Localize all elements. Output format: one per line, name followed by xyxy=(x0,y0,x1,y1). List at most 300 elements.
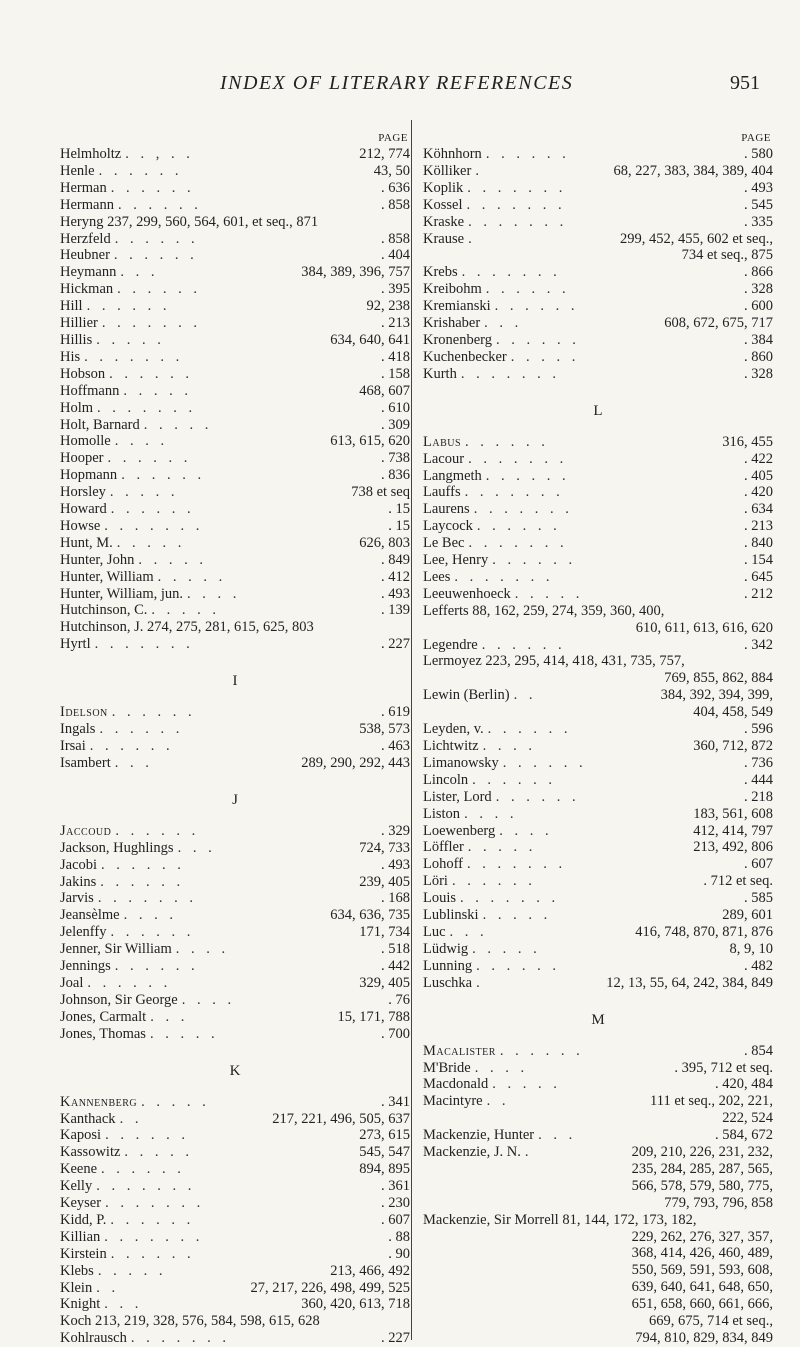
leader-dots: . . . . . . xyxy=(481,636,566,653)
entry-name: Kohlrausch xyxy=(60,1330,127,1347)
index-entry xyxy=(60,907,410,924)
index-entry xyxy=(60,823,410,840)
entry-continuation: 235, 284, 285, 287, 565, xyxy=(631,1160,773,1177)
entry-name: Klebs xyxy=(60,1262,94,1279)
entry-pages: . 442 xyxy=(381,958,410,975)
index-entry xyxy=(60,518,410,535)
entry-pages: 92, 238 xyxy=(366,298,410,315)
index-entry xyxy=(60,840,410,857)
entry-continuation: 566, 578, 579, 580, 775, xyxy=(631,1177,773,1194)
index-entry xyxy=(60,1263,410,1280)
leader-dots: . . . . xyxy=(474,1059,529,1076)
entry-name: Killian xyxy=(60,1228,101,1245)
entry-name: Holm xyxy=(60,399,94,416)
index-entry xyxy=(423,806,773,823)
entry-name: Krebs xyxy=(423,264,458,281)
index-entry xyxy=(60,1229,410,1246)
index-entry xyxy=(423,518,773,535)
index-entry xyxy=(423,264,773,281)
entry-pages: 384, 392, 394, 399, xyxy=(660,687,773,704)
entry-continuation: 610, 611, 613, 616, 620 xyxy=(635,619,773,636)
entry-pages: . 610 xyxy=(381,399,410,416)
leader-dots: . . , . . xyxy=(125,146,194,162)
entry-name: Hermann xyxy=(60,196,114,213)
index-entry xyxy=(60,586,410,603)
leader-dots: . . . . . xyxy=(510,348,580,365)
leader-dots: . . . . . xyxy=(96,331,165,348)
entry-pages: . 858 xyxy=(381,230,410,247)
entry-name: Hooper xyxy=(60,450,104,467)
entry-pages: . 545 xyxy=(744,196,773,213)
section-letter: M xyxy=(591,1011,605,1028)
index-entry xyxy=(60,738,410,755)
leader-dots: . . . . . . xyxy=(117,196,202,213)
leader-dots: . . . . . xyxy=(492,1076,561,1093)
entry-pages: . 420, 484 xyxy=(715,1076,773,1093)
entry-pages: 634, 640, 641 xyxy=(330,331,410,348)
leader-dots: . . . . . xyxy=(472,940,541,957)
entry-pages: . 15 xyxy=(388,517,410,534)
leader-dots: . . . . . . . xyxy=(94,636,194,653)
entry-pages: 213, 466, 492 xyxy=(330,1262,410,1279)
index-entry xyxy=(423,1043,773,1060)
entry-pages: . 230 xyxy=(381,1195,410,1212)
index-entry xyxy=(423,755,773,772)
left-sections xyxy=(60,146,410,1347)
index-entry xyxy=(60,467,410,484)
entry-pages: 360, 420, 613, 718 xyxy=(301,1296,410,1313)
index-entry xyxy=(60,180,410,197)
entry-name: Johnson, Sir George xyxy=(60,991,178,1008)
page-header xyxy=(0,72,800,112)
entry-name: Labus xyxy=(423,433,462,450)
index-entry xyxy=(423,1093,773,1110)
index-entry xyxy=(60,755,410,772)
index-entry xyxy=(423,603,773,620)
index-entry xyxy=(423,552,773,569)
entry-continuation: 404, 458, 549 xyxy=(693,704,773,721)
leader-dots: . . . . . . xyxy=(485,467,570,484)
leader-dots: . . . . . . . xyxy=(467,856,567,873)
index-entry xyxy=(60,857,410,874)
entry-name: Mackenzie, J. N. xyxy=(423,1144,521,1161)
leader-dots: . . xyxy=(513,687,537,704)
entry-name: Kassowitz xyxy=(60,1144,121,1161)
index-entry xyxy=(60,484,410,501)
entry-pages: . 218 xyxy=(744,788,773,805)
leader-dots: . . . . . . xyxy=(87,974,172,991)
entry-pages: 738 et seq xyxy=(351,484,410,501)
index-entry xyxy=(423,738,773,755)
section-letter: J xyxy=(232,791,238,808)
left-column xyxy=(60,132,410,1347)
entry-pages: . 213 xyxy=(744,518,773,535)
entry-continuation: 222, 524 xyxy=(722,1110,773,1127)
entry-name: His xyxy=(60,348,81,365)
entry-pages: 12, 13, 55, 64, 242, 384, 849 xyxy=(606,974,773,991)
right-column xyxy=(423,132,773,1347)
entry-pages: . 227 xyxy=(381,1330,410,1347)
leader-dots: . . . . . . xyxy=(110,501,195,518)
entry-name: Löri xyxy=(423,873,448,890)
entry-continuation: 229, 262, 276, 327, 357, xyxy=(631,1228,773,1245)
entry-pages: . 15 xyxy=(388,501,410,518)
entry-pages: . 866 xyxy=(744,264,773,281)
entry-name: Jaccoud xyxy=(60,822,112,839)
leader-dots: . . . xyxy=(150,1008,189,1025)
entry-pages: 894, 895 xyxy=(359,1161,410,1178)
entry-pages: 416, 748, 870, 871, 876 xyxy=(635,923,773,940)
leader-dots: . . . . . . xyxy=(86,298,171,315)
entry-pages: . 139 xyxy=(381,602,410,619)
entry-name: Lermoyez 223, 295, 414, 418, 431, 735, 757, xyxy=(423,653,685,670)
entry-pages: 360, 712, 872 xyxy=(693,738,773,754)
entry-name: Laurens xyxy=(423,501,470,518)
leader-dots: . . . . . . xyxy=(496,331,580,348)
entry-continuation: 734 et seq., 875 xyxy=(681,247,773,264)
leader-dots: . . . . . . xyxy=(485,281,570,298)
entry-name: Luc xyxy=(423,923,446,940)
index-entry xyxy=(423,281,773,298)
column-header: PAGE xyxy=(378,132,408,144)
index-entry xyxy=(60,298,410,315)
entry-name: Howse xyxy=(60,517,101,534)
entry-pages: . 482 xyxy=(744,957,773,974)
entry-name: Hobson xyxy=(60,365,106,382)
entry-pages: . 858 xyxy=(381,196,410,213)
leader-dots: . . . . . . xyxy=(499,1042,584,1059)
leader-dots: . . . . . . . xyxy=(96,1178,196,1195)
index-entry xyxy=(60,890,410,907)
entry-name: Laycock xyxy=(423,518,473,535)
leader-dots: . . . . . . xyxy=(110,924,195,941)
entry-pages: . 154 xyxy=(744,552,773,569)
entry-name: Hutchinson, C. xyxy=(60,602,148,619)
entry-pages: . 76 xyxy=(388,991,410,1008)
leader-dots: . . . . . . xyxy=(465,433,549,450)
entry-name: Idelson xyxy=(60,704,108,721)
index-entry xyxy=(423,637,773,654)
entry-pages: 239, 405 xyxy=(359,873,410,890)
entry-pages: 217, 221, 496, 505, 637 xyxy=(272,1110,410,1127)
entry-pages: . 422 xyxy=(744,450,773,467)
entry-name: Langmeth xyxy=(423,467,482,484)
leader-dots: . . xyxy=(486,1093,510,1110)
entry-name: Kanthack xyxy=(60,1110,116,1127)
entry-pages: 634, 636, 735 xyxy=(330,907,410,924)
leader-dots: . . . . xyxy=(482,738,536,754)
index-entry xyxy=(423,839,773,856)
index-entry xyxy=(423,332,773,349)
entry-pages: . 335 xyxy=(744,213,773,230)
entry-pages: . 854 xyxy=(744,1042,773,1059)
entry-name: Lincoln xyxy=(423,771,469,788)
index-entry xyxy=(60,1246,410,1263)
entry-pages: . 596 xyxy=(744,721,773,738)
index-entry xyxy=(60,636,410,653)
index-entry xyxy=(60,197,410,214)
entry-name: Lauffs xyxy=(423,484,461,501)
section-letter: K xyxy=(229,1062,241,1079)
entry-pages: . 463 xyxy=(381,738,410,754)
entry-name: Jacobi xyxy=(60,856,98,873)
entry-name: Homolle xyxy=(60,433,111,450)
leader-dots: . . . . . . . xyxy=(105,1195,205,1212)
entry-name: Koplik xyxy=(423,179,464,196)
leader-dots: . xyxy=(468,230,476,247)
index-entry xyxy=(60,264,410,281)
entry-pages: 316, 455 xyxy=(722,433,773,450)
leader-dots: . . . . . . xyxy=(105,1127,189,1144)
entry-pages: . 840 xyxy=(744,535,773,552)
entry-pages: . 738 xyxy=(381,450,410,467)
entry-pages: 213, 492, 806 xyxy=(693,839,773,856)
entry-pages: . 700 xyxy=(381,1025,410,1042)
entry-name: Lunning xyxy=(423,957,473,974)
entry-name: Joal xyxy=(60,974,84,991)
leader-dots: . . . . . . xyxy=(113,247,198,264)
entry-name: Hyrtl xyxy=(60,636,91,653)
index-entry xyxy=(60,214,410,231)
leader-dots: . . . . . xyxy=(124,1144,194,1161)
entry-name: Hunter, John xyxy=(60,551,135,568)
entry-pages: . 420 xyxy=(744,484,773,501)
column-header: PAGE xyxy=(741,132,771,144)
index-entry xyxy=(60,1296,410,1313)
index-entry xyxy=(423,535,773,552)
index-entry xyxy=(423,721,773,738)
entry-pages: . 361 xyxy=(381,1178,410,1195)
entry-name: Herzfeld xyxy=(60,230,111,247)
leader-dots: . . . . . . . xyxy=(97,890,197,907)
index-entry xyxy=(423,958,773,975)
entry-name: Kirstein xyxy=(60,1245,107,1262)
entry-pages: 68, 227, 383, 384, 389, 404 xyxy=(613,162,773,179)
entry-name: Leyden, v. xyxy=(423,721,484,738)
leader-dots: . . . . . . xyxy=(110,1245,195,1262)
entry-pages: . 227 xyxy=(381,636,410,653)
entry-name: Heubner xyxy=(60,247,110,264)
index-entry xyxy=(423,823,773,840)
leader-dots: . . . . . . . xyxy=(467,179,567,196)
entry-pages: 289, 601 xyxy=(722,907,773,924)
leader-dots: . . . . . . xyxy=(492,552,577,569)
leader-dots: . . . . xyxy=(464,805,518,822)
entry-name: Leeuwenhoeck xyxy=(423,585,511,602)
leader-dots: . . . . . . . xyxy=(101,315,201,332)
index-entry xyxy=(423,484,773,501)
index-entry xyxy=(423,924,773,941)
entry-name: Kossel xyxy=(423,196,463,213)
entry-pages: . 212 xyxy=(744,585,773,602)
index-entry xyxy=(60,941,410,958)
entry-name: Loewenberg xyxy=(423,822,496,839)
index-entry xyxy=(423,907,773,924)
index-entry xyxy=(60,366,410,383)
index-entry xyxy=(60,1144,410,1161)
index-entry xyxy=(423,349,773,366)
index-entry xyxy=(423,687,773,704)
entry-name: Jakins xyxy=(60,873,97,890)
entry-name: Macintyre xyxy=(423,1093,483,1110)
entry-pages: . 341 xyxy=(381,1093,410,1110)
index-entry xyxy=(423,1060,773,1077)
entry-name: Hillis xyxy=(60,331,93,348)
index-entry xyxy=(423,451,773,468)
leader-dots: . . . . . xyxy=(143,416,213,433)
index-entry xyxy=(423,789,773,806)
entry-name: Hillier xyxy=(60,315,98,332)
index-entry xyxy=(60,400,410,417)
page-number: 951 xyxy=(730,72,760,94)
entry-name: Heymann xyxy=(60,264,117,281)
entry-pages: . 418 xyxy=(381,348,410,365)
entry-name: Kremianski xyxy=(423,298,491,315)
index-entry xyxy=(423,231,773,248)
leader-dots: . . . . . xyxy=(482,907,552,924)
entry-pages: 273, 615 xyxy=(359,1127,410,1144)
leader-dots: . . . . . . xyxy=(101,1161,185,1178)
column-divider xyxy=(411,120,412,1340)
entry-name: Isambert xyxy=(60,754,111,771)
entry-pages: 538, 573 xyxy=(359,721,410,738)
entry-name: Lohoff xyxy=(423,856,464,873)
entry-name: Limanowsky xyxy=(423,754,499,771)
leader-dots: . . . . . . . xyxy=(468,450,568,467)
index-entry xyxy=(423,941,773,958)
entry-continuation: 794, 810, 829, 834, 849 xyxy=(635,1330,773,1346)
leader-dots: . . . . . . xyxy=(115,822,200,839)
leader-dots: . . . . . . xyxy=(98,162,183,179)
index-entry xyxy=(60,602,410,619)
entry-pages: 545, 547 xyxy=(359,1144,410,1161)
entry-pages: . 88 xyxy=(388,1228,410,1245)
index-entry xyxy=(423,586,773,603)
entry-name: Ingals xyxy=(60,721,96,738)
index-entry xyxy=(423,180,773,197)
leader-dots: . . . . . xyxy=(123,382,192,399)
leader-dots: . . . . . . xyxy=(101,856,185,873)
index-entry xyxy=(423,501,773,518)
index-entry xyxy=(423,975,773,992)
entry-pages: . 493 xyxy=(381,585,410,602)
entry-pages: 468, 607 xyxy=(359,382,410,399)
entry-pages: . 619 xyxy=(381,704,410,721)
entry-name: Lacour xyxy=(423,450,465,467)
entry-name: Irsai xyxy=(60,738,86,754)
leader-dots: . . . . xyxy=(187,585,241,602)
entry-name: Hutchinson, J. 274, 275, 281, 615, 625, 803 xyxy=(60,619,314,636)
leader-dots: . . . . . . . xyxy=(454,568,554,585)
index-entry xyxy=(423,298,773,315)
index-entry xyxy=(60,1178,410,1195)
entry-pages: . 645 xyxy=(744,568,773,585)
leader-dots: . . . . . . xyxy=(109,365,193,382)
leader-dots: . . . xyxy=(120,264,159,281)
leader-dots: . . xyxy=(96,1279,120,1296)
entry-name: Kannenberg xyxy=(60,1093,138,1110)
entry-name: Hunter, William, jun. xyxy=(60,585,184,602)
entry-pages: . 158 xyxy=(381,365,410,382)
leader-dots: . . . xyxy=(104,1296,143,1313)
entry-pages: . 213 xyxy=(381,315,410,332)
leader-dots: . . . . . . . xyxy=(104,1228,204,1245)
entry-pages: 27, 217, 226, 498, 499, 525 xyxy=(250,1279,410,1296)
entry-name: Mackenzie, Hunter xyxy=(423,1127,535,1144)
index-entry xyxy=(60,1009,410,1026)
entry-pages: 43, 50 xyxy=(373,162,410,179)
leader-dots: . . . . . . xyxy=(494,298,579,315)
leader-dots: . . . . . . . xyxy=(468,535,568,552)
entry-name: Heryng 237, 299, 560, 564, 601, et seq., 871 xyxy=(60,213,319,230)
entry-pages: . 736 xyxy=(744,754,773,771)
index-entry xyxy=(423,146,773,163)
index-entry xyxy=(60,247,410,264)
index-entry xyxy=(60,924,410,941)
leader-dots: . . . . . . . xyxy=(460,890,560,907)
index-entry xyxy=(423,434,773,451)
leader-dots: . . . . . . . xyxy=(97,399,197,416)
entry-name: Jeansèlme xyxy=(60,907,120,924)
index-entry xyxy=(60,704,410,721)
index-entry xyxy=(423,163,773,180)
entry-name: Herman xyxy=(60,179,107,196)
entry-pages: . 329 xyxy=(381,822,410,839)
index-entry xyxy=(423,873,773,890)
leader-dots: . . . . . . . xyxy=(130,1330,230,1347)
leader-dots: . . . xyxy=(177,839,216,856)
entry-name: Hoffmann xyxy=(60,382,120,399)
entry-pages: . 634 xyxy=(744,501,773,518)
entry-name: Kreibohm xyxy=(423,281,482,298)
leader-dots: . . . . . . . xyxy=(473,501,573,518)
entry-name: Jenner, Sir William xyxy=(60,941,172,958)
entry-pages: . 584, 672 xyxy=(715,1127,773,1144)
leader-dots: . . . . xyxy=(123,907,177,924)
leader-dots: . . . . xyxy=(114,433,169,450)
index-entry xyxy=(60,281,410,298)
entry-name: Hunt, M. xyxy=(60,534,113,551)
entry-name: Holt, Barnard xyxy=(60,416,140,433)
entry-pages: 111 et seq., 202, 221, xyxy=(650,1093,773,1110)
index-entry xyxy=(60,975,410,992)
entry-name: Macdonald xyxy=(423,1076,489,1093)
entry-name: Jarvis xyxy=(60,890,94,907)
leader-dots: . . . . . xyxy=(157,568,227,585)
entry-pages: 608, 672, 675, 717 xyxy=(664,315,773,332)
leader-dots: . . . . . . . xyxy=(104,517,204,534)
entry-name: Le Bec xyxy=(423,535,465,552)
entry-name: Lichtwitz xyxy=(423,738,479,754)
section-letter: L xyxy=(593,402,603,419)
entry-name: Helmholtz xyxy=(60,146,122,162)
entry-pages: . 607 xyxy=(744,856,773,873)
leader-dots: . . . . . . xyxy=(89,738,174,754)
entry-name: Henle xyxy=(60,162,95,179)
entry-name: Liston xyxy=(423,805,461,822)
index-entry xyxy=(60,501,410,518)
entry-name: M'Bride xyxy=(423,1059,471,1076)
leader-dots: . . . . . xyxy=(109,484,179,501)
leader-dots: . . . . . xyxy=(149,1025,219,1042)
entry-pages: . 860 xyxy=(744,348,773,365)
running-title: INDEX OF LITERARY REFERENCES xyxy=(220,72,574,94)
entry-name: Köhnhorn xyxy=(423,146,482,162)
entry-pages: 209, 210, 226, 231, 232, xyxy=(631,1144,773,1161)
leader-dots: . . . xyxy=(449,923,488,940)
entry-name: Hill xyxy=(60,298,83,315)
leader-dots: . . . . . . xyxy=(99,721,184,738)
